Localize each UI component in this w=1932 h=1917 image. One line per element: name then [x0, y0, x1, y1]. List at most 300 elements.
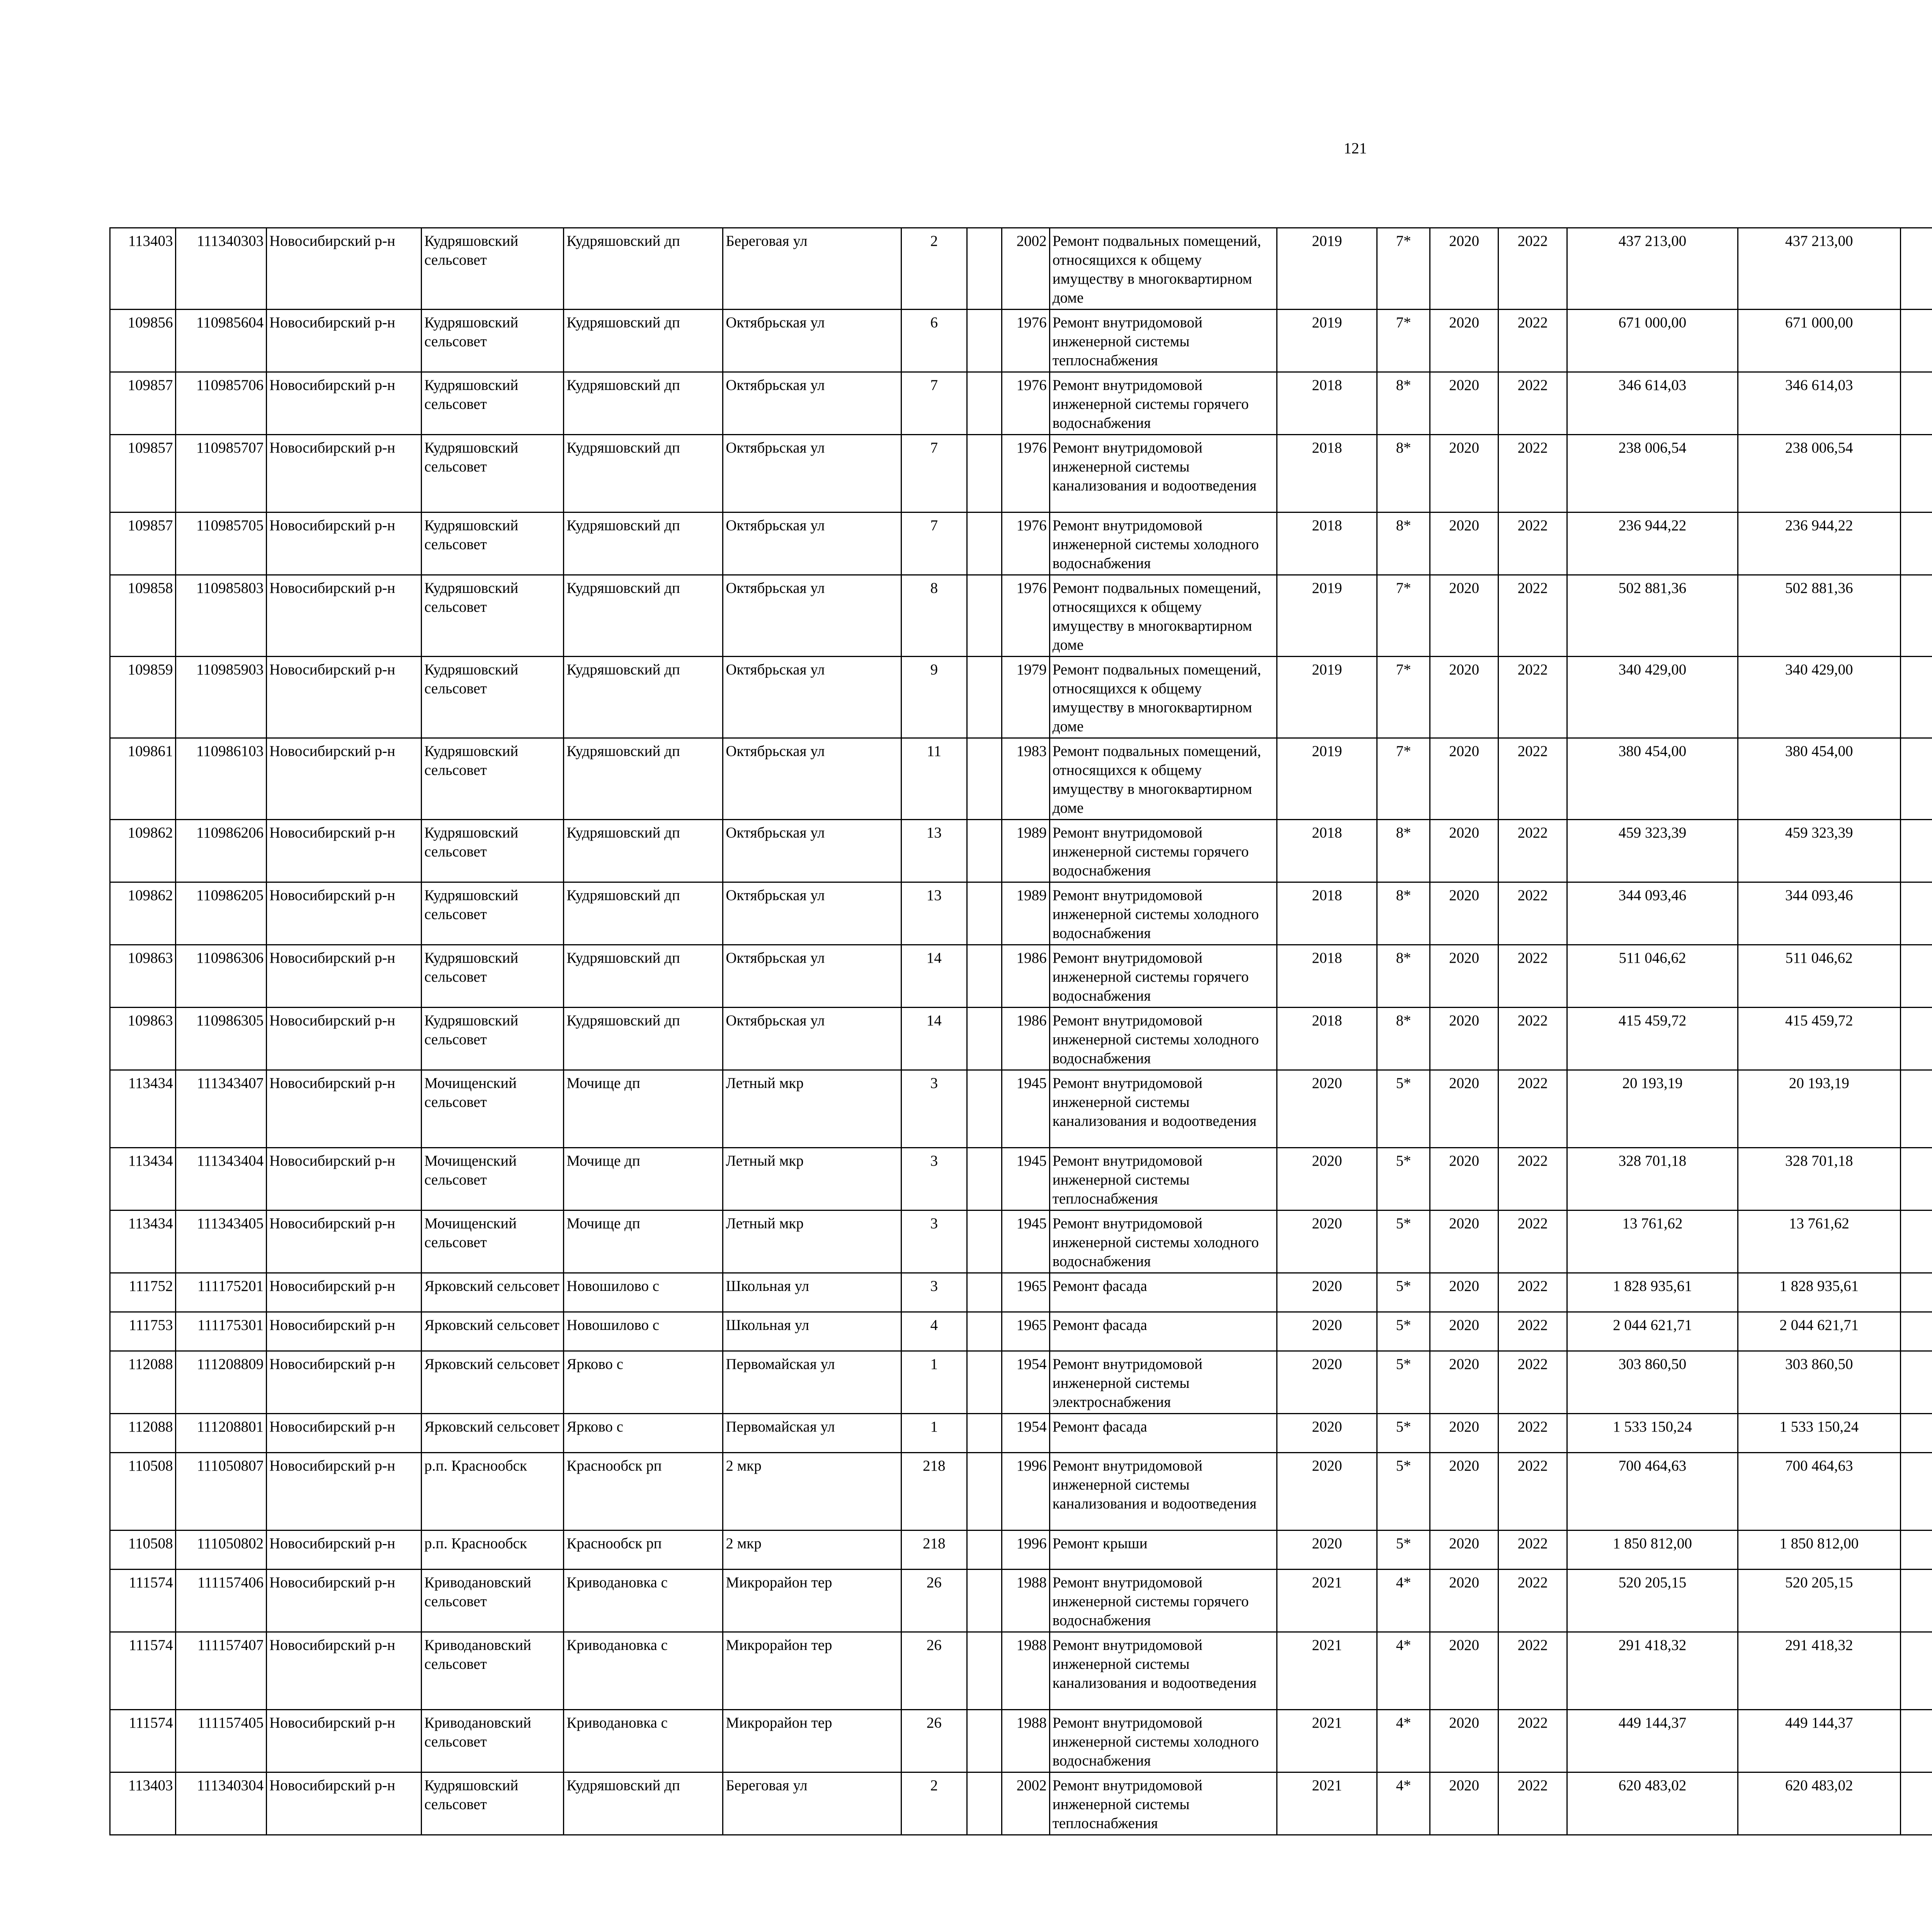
cell-priority: 7* [1377, 738, 1430, 820]
cell-record-id: 110508 [110, 1453, 176, 1531]
cell-work-id: 110985803 [176, 575, 267, 657]
cell-street: Октябрьская ул [723, 945, 901, 1008]
cell-fund-cost: 344 093,46 [1738, 882, 1900, 945]
cell-settlement: Кудряшовский дп [564, 657, 723, 738]
cell-priority: 5* [1377, 1531, 1430, 1570]
cell-municipality: Кудряшовский сельсовет [422, 575, 564, 657]
cell-street: Первомайская ул [723, 1414, 901, 1453]
cell-plan-year: 2019 [1277, 657, 1377, 738]
cell-federal-budget [1900, 310, 1932, 372]
cell-build-year: 1954 [1002, 1351, 1049, 1414]
cell-work-type: Ремонт внутридомовой инженерной системы теплоснабжения [1049, 1148, 1277, 1210]
cell-municipality: Кудряшовский сельсовет [422, 310, 564, 372]
cell-settlement: Кудряшовский дп [564, 882, 723, 945]
cell-street: Первомайская ул [723, 1351, 901, 1414]
cell-municipality: р.п. Краснообск [422, 1453, 564, 1531]
cell-federal-budget [1900, 1070, 1932, 1148]
cell-end-year: 2022 [1498, 657, 1567, 738]
cell-federal-budget [1900, 1453, 1932, 1531]
cell-end-year: 2022 [1498, 372, 1567, 435]
cell-fund-cost: 620 483,02 [1738, 1772, 1900, 1835]
cell-build-year: 1989 [1002, 882, 1049, 945]
cell-start-year: 2020 [1430, 738, 1498, 820]
cell-build-year: 1976 [1002, 435, 1049, 512]
cell-district: Новосибирский р-н [267, 1710, 422, 1772]
cell-total-cost: 238 006,54 [1567, 435, 1738, 512]
cell-federal-budget [1900, 1632, 1932, 1710]
cell-building [967, 1070, 1002, 1148]
cell-house-number: 26 [901, 1570, 967, 1632]
cell-priority: 5* [1377, 1414, 1430, 1453]
cell-street: Школьная ул [723, 1312, 901, 1351]
cell-house-number: 13 [901, 882, 967, 945]
cell-start-year: 2020 [1430, 575, 1498, 657]
cell-plan-year: 2018 [1277, 945, 1377, 1008]
cell-end-year: 2022 [1498, 1273, 1567, 1312]
cell-record-id: 109863 [110, 945, 176, 1008]
cell-work-id: 111343405 [176, 1210, 267, 1273]
cell-end-year: 2022 [1498, 820, 1567, 882]
cell-federal-budget [1900, 372, 1932, 435]
cell-fund-cost: 415 459,72 [1738, 1008, 1900, 1070]
cell-fund-cost: 520 205,15 [1738, 1570, 1900, 1632]
cell-street: Октябрьская ул [723, 372, 901, 435]
cell-fund-cost: 2 044 621,71 [1738, 1312, 1900, 1351]
cell-total-cost: 340 429,00 [1567, 657, 1738, 738]
cell-plan-year: 2018 [1277, 435, 1377, 512]
cell-work-type: Ремонт внутридомовой инженерной системы канализования и водоотведения [1049, 1070, 1277, 1148]
cell-federal-budget [1900, 882, 1932, 945]
cell-end-year: 2022 [1498, 1210, 1567, 1273]
cell-total-cost: 671 000,00 [1567, 310, 1738, 372]
cell-building [967, 1414, 1002, 1453]
cell-record-id: 113403 [110, 228, 176, 310]
cell-priority: 5* [1377, 1210, 1430, 1273]
cell-work-type: Ремонт подвальных помещений, относящихся к общему имуществу в многоквартирном доме [1049, 738, 1277, 820]
cell-settlement: Новошилово с [564, 1312, 723, 1351]
cell-settlement: Мочище дп [564, 1210, 723, 1273]
cell-total-cost: 1 850 812,00 [1567, 1531, 1738, 1570]
cell-street: Октябрьская ул [723, 738, 901, 820]
table-row [110, 1414, 1932, 1453]
cell-street: Октябрьская ул [723, 435, 901, 512]
cell-house-number: 4 [901, 1312, 967, 1351]
cell-municipality: Кудряшовский сельсовет [422, 435, 564, 512]
cell-work-type: Ремонт внутридомовой инженерной системы холодного водоснабжения [1049, 512, 1277, 575]
cell-plan-year: 2018 [1277, 372, 1377, 435]
cell-record-id: 109857 [110, 512, 176, 575]
cell-end-year: 2022 [1498, 1531, 1567, 1570]
table-row [110, 1453, 1932, 1531]
cell-municipality: Криводановский сельсовет [422, 1632, 564, 1710]
cell-build-year: 1954 [1002, 1414, 1049, 1453]
cell-settlement: Кудряшовский дп [564, 1772, 723, 1835]
cell-house-number: 3 [901, 1210, 967, 1273]
table-row [110, 1210, 1932, 1273]
cell-street: Береговая ул [723, 1772, 901, 1835]
cell-start-year: 2020 [1430, 820, 1498, 882]
cell-end-year: 2022 [1498, 1351, 1567, 1414]
cell-building [967, 1008, 1002, 1070]
cell-work-type: Ремонт подвальных помещений, относящихся к общему имуществу в многоквартирном доме [1049, 575, 1277, 657]
cell-fund-cost: 340 429,00 [1738, 657, 1900, 738]
cell-street: Октябрьская ул [723, 1008, 901, 1070]
cell-municipality: Мочищенский сельсовет [422, 1070, 564, 1148]
cell-total-cost: 449 144,37 [1567, 1710, 1738, 1772]
cell-build-year: 1945 [1002, 1148, 1049, 1210]
cell-municipality: Криводановский сельсовет [422, 1710, 564, 1772]
cell-total-cost: 437 213,00 [1567, 228, 1738, 310]
cell-build-year: 1996 [1002, 1453, 1049, 1531]
cell-work-id: 110986103 [176, 738, 267, 820]
cell-start-year: 2020 [1430, 372, 1498, 435]
table-row [110, 512, 1932, 575]
cell-plan-year: 2021 [1277, 1710, 1377, 1772]
cell-total-cost: 13 761,62 [1567, 1210, 1738, 1273]
cell-municipality: р.п. Краснообск [422, 1531, 564, 1570]
cell-municipality: Мочищенский сельсовет [422, 1148, 564, 1210]
cell-end-year: 2022 [1498, 1312, 1567, 1351]
cell-total-cost: 620 483,02 [1567, 1772, 1738, 1835]
table-row [110, 1312, 1932, 1351]
cell-federal-budget [1900, 1148, 1932, 1210]
cell-building [967, 945, 1002, 1008]
cell-build-year: 1976 [1002, 310, 1049, 372]
cell-federal-budget [1900, 575, 1932, 657]
cell-settlement: Кудряшовский дп [564, 820, 723, 882]
cell-priority: 8* [1377, 820, 1430, 882]
cell-district: Новосибирский р-н [267, 882, 422, 945]
cell-start-year: 2020 [1430, 945, 1498, 1008]
cell-house-number: 1 [901, 1351, 967, 1414]
cell-district: Новосибирский р-н [267, 512, 422, 575]
cell-start-year: 2020 [1430, 1531, 1498, 1570]
cell-total-cost: 502 881,36 [1567, 575, 1738, 657]
cell-plan-year: 2021 [1277, 1772, 1377, 1835]
cell-work-id: 111343404 [176, 1148, 267, 1210]
cell-federal-budget [1900, 1008, 1932, 1070]
cell-house-number: 13 [901, 820, 967, 882]
cell-building [967, 1710, 1002, 1772]
cell-street: Летный мкр [723, 1210, 901, 1273]
cell-municipality: Кудряшовский сельсовет [422, 228, 564, 310]
cell-work-type: Ремонт внутридомовой инженерной системы холодного водоснабжения [1049, 1210, 1277, 1273]
cell-total-cost: 520 205,15 [1567, 1570, 1738, 1632]
cell-plan-year: 2019 [1277, 310, 1377, 372]
cell-work-type: Ремонт фасада [1049, 1273, 1277, 1312]
cell-plan-year: 2019 [1277, 575, 1377, 657]
cell-municipality: Кудряшовский сельсовет [422, 820, 564, 882]
cell-municipality: Кудряшовский сельсовет [422, 1008, 564, 1070]
cell-priority: 4* [1377, 1632, 1430, 1710]
cell-total-cost: 2 044 621,71 [1567, 1312, 1738, 1351]
cell-street: Октябрьская ул [723, 575, 901, 657]
cell-fund-cost: 511 046,62 [1738, 945, 1900, 1008]
cell-street: Октябрьская ул [723, 882, 901, 945]
cell-district: Новосибирский р-н [267, 820, 422, 882]
cell-municipality: Ярковский сельсовет [422, 1414, 564, 1453]
table-row [110, 310, 1932, 372]
cell-priority: 8* [1377, 1008, 1430, 1070]
cell-build-year: 1979 [1002, 657, 1049, 738]
cell-work-id: 111175301 [176, 1312, 267, 1351]
cell-street: Октябрьская ул [723, 512, 901, 575]
cell-record-id: 111574 [110, 1710, 176, 1772]
cell-street: Микрорайон тер [723, 1632, 901, 1710]
cell-house-number: 9 [901, 657, 967, 738]
cell-work-id: 111340303 [176, 228, 267, 310]
cell-build-year: 2002 [1002, 1772, 1049, 1835]
cell-end-year: 2022 [1498, 1570, 1567, 1632]
cell-district: Новосибирский р-н [267, 1148, 422, 1210]
cell-priority: 5* [1377, 1453, 1430, 1531]
cell-federal-budget [1900, 1570, 1932, 1632]
cell-federal-budget [1900, 1772, 1932, 1835]
cell-priority: 8* [1377, 512, 1430, 575]
cell-fund-cost: 671 000,00 [1738, 310, 1900, 372]
table-row [110, 657, 1932, 738]
cell-municipality: Ярковский сельсовет [422, 1351, 564, 1414]
table-row [110, 1273, 1932, 1312]
cell-work-type: Ремонт внутридомовой инженерной системы холодного водоснабжения [1049, 1710, 1277, 1772]
cell-building [967, 1273, 1002, 1312]
cell-settlement: Криводановка с [564, 1570, 723, 1632]
cell-street: Октябрьская ул [723, 657, 901, 738]
cell-total-cost: 700 464,63 [1567, 1453, 1738, 1531]
cell-district: Новосибирский р-н [267, 1570, 422, 1632]
cell-build-year: 1988 [1002, 1710, 1049, 1772]
cell-priority: 7* [1377, 310, 1430, 372]
cell-municipality: Ярковский сельсовет [422, 1312, 564, 1351]
cell-building [967, 435, 1002, 512]
cell-plan-year: 2020 [1277, 1273, 1377, 1312]
page-number: 121 [1344, 140, 1367, 157]
cell-plan-year: 2020 [1277, 1351, 1377, 1414]
cell-settlement: Краснообск рп [564, 1531, 723, 1570]
cell-work-type: Ремонт внутридомовой инженерной системы канализования и водоотведения [1049, 1632, 1277, 1710]
cell-start-year: 2020 [1430, 1148, 1498, 1210]
cell-start-year: 2020 [1430, 1453, 1498, 1531]
cell-priority: 8* [1377, 945, 1430, 1008]
cell-end-year: 2022 [1498, 1148, 1567, 1210]
cell-work-type: Ремонт фасада [1049, 1312, 1277, 1351]
cell-federal-budget [1900, 1210, 1932, 1273]
cell-street: Летный мкр [723, 1148, 901, 1210]
cell-work-id: 110985706 [176, 372, 267, 435]
cell-start-year: 2020 [1430, 1070, 1498, 1148]
cell-end-year: 2022 [1498, 1414, 1567, 1453]
cell-street: Октябрьская ул [723, 820, 901, 882]
cell-work-type: Ремонт внутридомовой инженерной системы канализования и водоотведения [1049, 435, 1277, 512]
cell-house-number: 14 [901, 945, 967, 1008]
cell-plan-year: 2020 [1277, 1414, 1377, 1453]
cell-building [967, 228, 1002, 310]
cell-record-id: 109857 [110, 435, 176, 512]
table-row [110, 1008, 1932, 1070]
cell-start-year: 2020 [1430, 1772, 1498, 1835]
cell-plan-year: 2021 [1277, 1570, 1377, 1632]
cell-fund-cost: 380 454,00 [1738, 738, 1900, 820]
cell-total-cost: 328 701,18 [1567, 1148, 1738, 1210]
cell-house-number: 2 [901, 1772, 967, 1835]
table-row [110, 435, 1932, 512]
cell-federal-budget [1900, 1710, 1932, 1772]
cell-priority: 4* [1377, 1772, 1430, 1835]
cell-federal-budget [1900, 738, 1932, 820]
cell-work-id: 111157407 [176, 1632, 267, 1710]
table-row [110, 1710, 1932, 1772]
cell-work-id: 111208809 [176, 1351, 267, 1414]
cell-work-id: 111050807 [176, 1453, 267, 1531]
cell-municipality: Кудряшовский сельсовет [422, 945, 564, 1008]
cell-building [967, 575, 1002, 657]
cell-start-year: 2020 [1430, 435, 1498, 512]
cell-build-year: 1976 [1002, 372, 1049, 435]
table-row [110, 1570, 1932, 1632]
cell-work-type: Ремонт подвальных помещений, относящихся к общему имуществу в многоквартирном доме [1049, 228, 1277, 310]
cell-build-year: 1976 [1002, 575, 1049, 657]
cell-work-type: Ремонт крыши [1049, 1531, 1277, 1570]
cell-record-id: 109856 [110, 310, 176, 372]
cell-municipality: Кудряшовский сельсовет [422, 1772, 564, 1835]
cell-fund-cost: 13 761,62 [1738, 1210, 1900, 1273]
cell-house-number: 7 [901, 372, 967, 435]
cell-work-id: 110986305 [176, 1008, 267, 1070]
table-row [110, 1632, 1932, 1710]
cell-fund-cost: 346 614,03 [1738, 372, 1900, 435]
cell-end-year: 2022 [1498, 738, 1567, 820]
cell-start-year: 2020 [1430, 310, 1498, 372]
cell-work-type: Ремонт фасада [1049, 1414, 1277, 1453]
cell-end-year: 2022 [1498, 1710, 1567, 1772]
cell-work-id: 110985707 [176, 435, 267, 512]
cell-plan-year: 2020 [1277, 1312, 1377, 1351]
cell-total-cost: 1 828 935,61 [1567, 1273, 1738, 1312]
table-row [110, 575, 1932, 657]
cell-district: Новосибирский р-н [267, 1070, 422, 1148]
cell-federal-budget [1900, 945, 1932, 1008]
cell-work-type: Ремонт внутридомовой инженерной системы горячего водоснабжения [1049, 945, 1277, 1008]
cell-building [967, 1632, 1002, 1710]
cell-record-id: 111574 [110, 1570, 176, 1632]
cell-settlement: Мочище дп [564, 1148, 723, 1210]
cell-settlement: Кудряшовский дп [564, 738, 723, 820]
cell-district: Новосибирский р-н [267, 310, 422, 372]
cell-work-type: Ремонт подвальных помещений, относящихся к общему имуществу в многоквартирном доме [1049, 657, 1277, 738]
cell-municipality: Ярковский сельсовет [422, 1273, 564, 1312]
cell-start-year: 2020 [1430, 882, 1498, 945]
cell-plan-year: 2018 [1277, 512, 1377, 575]
cell-municipality: Кудряшовский сельсовет [422, 738, 564, 820]
cell-street: Школьная ул [723, 1273, 901, 1312]
cell-district: Новосибирский р-н [267, 228, 422, 310]
cell-fund-cost: 238 006,54 [1738, 435, 1900, 512]
cell-work-type: Ремонт внутридомовой инженерной системы горячего водоснабжения [1049, 1570, 1277, 1632]
cell-end-year: 2022 [1498, 1070, 1567, 1148]
cell-start-year: 2020 [1430, 1351, 1498, 1414]
cell-street: 2 мкр [723, 1531, 901, 1570]
cell-settlement: Ярково с [564, 1414, 723, 1453]
cell-work-type: Ремонт внутридомовой инженерной системы горячего водоснабжения [1049, 372, 1277, 435]
cell-record-id: 113434 [110, 1210, 176, 1273]
cell-build-year: 1983 [1002, 738, 1049, 820]
cell-federal-budget [1900, 228, 1932, 310]
cell-house-number: 26 [901, 1710, 967, 1772]
cell-total-cost: 291 418,32 [1567, 1632, 1738, 1710]
cell-settlement: Кудряшовский дп [564, 512, 723, 575]
cell-total-cost: 511 046,62 [1567, 945, 1738, 1008]
cell-start-year: 2020 [1430, 512, 1498, 575]
cell-work-id: 111157405 [176, 1710, 267, 1772]
table-row [110, 1070, 1932, 1148]
cell-district: Новосибирский р-н [267, 1210, 422, 1273]
cell-end-year: 2022 [1498, 435, 1567, 512]
table-body [110, 228, 1932, 1835]
cell-total-cost: 415 459,72 [1567, 1008, 1738, 1070]
cell-build-year: 1965 [1002, 1312, 1049, 1351]
cell-record-id: 113434 [110, 1070, 176, 1148]
cell-federal-budget [1900, 1531, 1932, 1570]
cell-start-year: 2020 [1430, 1273, 1498, 1312]
cell-fund-cost: 459 323,39 [1738, 820, 1900, 882]
cell-building [967, 372, 1002, 435]
cell-work-type: Ремонт внутридомовой инженерной системы теплоснабжения [1049, 310, 1277, 372]
cell-fund-cost: 1 533 150,24 [1738, 1414, 1900, 1453]
cell-street: Летный мкр [723, 1070, 901, 1148]
cell-building [967, 1312, 1002, 1351]
cell-street: Октябрьская ул [723, 310, 901, 372]
cell-settlement: Мочище дп [564, 1070, 723, 1148]
cell-district: Новосибирский р-н [267, 657, 422, 738]
cell-total-cost: 1 533 150,24 [1567, 1414, 1738, 1453]
cell-federal-budget [1900, 435, 1932, 512]
cell-fund-cost: 303 860,50 [1738, 1351, 1900, 1414]
cell-record-id: 111752 [110, 1273, 176, 1312]
cell-municipality: Мочищенский сельсовет [422, 1210, 564, 1273]
cell-build-year: 1986 [1002, 1008, 1049, 1070]
cell-house-number: 8 [901, 575, 967, 657]
cell-start-year: 2020 [1430, 1710, 1498, 1772]
cell-building [967, 882, 1002, 945]
cell-plan-year: 2020 [1277, 1531, 1377, 1570]
cell-federal-budget [1900, 1414, 1932, 1453]
cell-plan-year: 2019 [1277, 738, 1377, 820]
cell-fund-cost: 291 418,32 [1738, 1632, 1900, 1710]
cell-work-id: 111050802 [176, 1531, 267, 1570]
cell-district: Новосибирский р-н [267, 1531, 422, 1570]
cell-priority: 7* [1377, 575, 1430, 657]
cell-building [967, 1772, 1002, 1835]
cell-start-year: 2020 [1430, 1312, 1498, 1351]
cell-district: Новосибирский р-н [267, 1772, 422, 1835]
cell-start-year: 2020 [1430, 228, 1498, 310]
cell-street: 2 мкр [723, 1453, 901, 1531]
cell-building [967, 1148, 1002, 1210]
cell-end-year: 2022 [1498, 228, 1567, 310]
cell-work-id: 111343407 [176, 1070, 267, 1148]
cell-settlement: Криводановка с [564, 1632, 723, 1710]
cell-building [967, 657, 1002, 738]
cell-build-year: 1986 [1002, 945, 1049, 1008]
cell-start-year: 2020 [1430, 1414, 1498, 1453]
cell-priority: 7* [1377, 228, 1430, 310]
cell-record-id: 109863 [110, 1008, 176, 1070]
cell-municipality: Кудряшовский сельсовет [422, 882, 564, 945]
cell-fund-cost: 1 828 935,61 [1738, 1273, 1900, 1312]
cell-district: Новосибирский р-н [267, 1414, 422, 1453]
cell-work-id: 111175201 [176, 1273, 267, 1312]
cell-record-id: 109858 [110, 575, 176, 657]
